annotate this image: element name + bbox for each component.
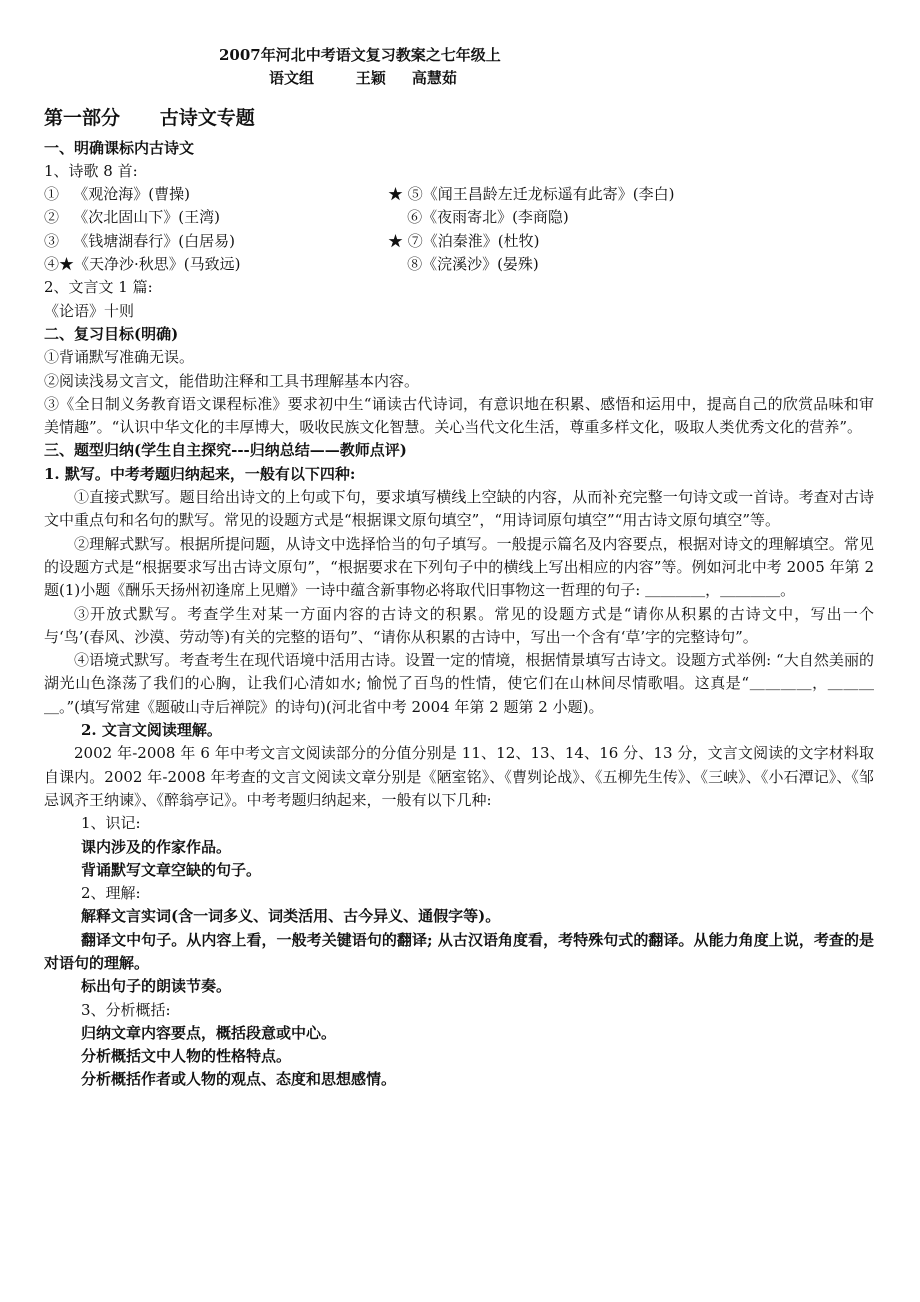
category-item: 分析概括文中人物的性格特点。	[81, 1047, 292, 1066]
poem-item: ① 《观沧海》(曹操)	[44, 185, 191, 204]
paragraph-open-dictation: ③开放式默写。考查学生对某一方面内容的古诗文的积累。常见的设题方式是“请你从积累的古诗文中，写出一个与‘鸟’(春风、沙漠、劳动等)有关的完整的语句”、“请你从积累的古诗中，写出一个含有‘草’字的完整诗句”。	[44, 604, 874, 646]
prose-item: 《论语》十则	[44, 301, 135, 320]
goal-item: ③《全日制义务教育语文课程标准》要求初中生“诵读古代诗词，有意识地在积累、感悟和运用中，提高自己的欣赏品味和审美情趣”。“认识中华文化的丰厚博大，吸收民族文化智慧。关心当代文化生活，尊重多样文化，吸取人类优秀文化的营养”。	[44, 394, 874, 437]
poem-item: ④★《天净沙·秋思》(马致远)	[44, 255, 241, 274]
section-heading-3: 三、题型归纳(学生自主探究---归纳总结——教师点评)	[44, 441, 407, 460]
subheading-dictation: 1. 默写。中考考题归纳起来，一般有以下四种:	[44, 464, 356, 483]
category-item: 背诵默写文章空缺的句子。	[81, 860, 262, 879]
goal-item: ①背诵默写准确无误。	[44, 348, 195, 367]
category-item: 标出句子的朗读节奏。	[81, 977, 232, 996]
poem-row	[44, 253, 874, 276]
category-item: 解释文言实词(含一词多义、词类活用、古今异义、通假字等)。	[81, 907, 501, 926]
document-page	[44, 44, 874, 1092]
subheading-classical-reading: 2. 文言文阅读理解。	[81, 721, 222, 740]
poem-row	[44, 230, 874, 253]
paragraph-context-dictation: ④语境式默写。考查考生在现代语境中活用古诗。设置一定的情境，根据情景填写古诗文。设题方式举例: “大自然美丽的湖光山色涤荡了我们的心胸，让我们心清如水; 愉悦了百鸟的性情，使它们在山林间尽情歌唱。这真是“＿＿＿＿，＿＿＿＿。”(填写常建《题破山寺后禅院》的诗句)(河北省中考 2004 年第 2 题第 2 小题)。	[44, 651, 874, 716]
poem-item: ⑥《夜雨寄北》(李商隐)	[388, 208, 569, 227]
category-item: 翻译文中句子。从内容上看，一般考关键语句的翻译; 从古汉语角度看，考特殊句式的翻译。从能力角度上说，考查的是对语句的理解。	[44, 930, 874, 972]
section-heading-2: 二、复习目标(明确)	[44, 324, 179, 343]
document-title: 2007年河北中考语文复习教案之七年级上	[219, 46, 501, 64]
document-authors: 语文组 王颖 高慧茹	[269, 69, 457, 88]
category-item: 归纳文章内容要点，概括段意或中心。	[81, 1023, 337, 1042]
section-heading-1: 一、明确课标内古诗文	[44, 138, 195, 157]
paragraph-direct-dictation: ①直接式默写。题目给出诗文的上句或下句，要求填写横线上空缺的内容，从而补充完整一句诗文或一首诗。考查对古诗文中重点句和名句的默写。常见的设题方式是“根据课文原句填空”，“用诗词原句填空”“用古诗文原句填空”等。	[44, 488, 874, 530]
poem-item: ★ ⑤《闻王昌龄左迁龙标遥有此寄》(李白)	[388, 185, 675, 204]
poem-row	[44, 206, 874, 229]
paragraph-classical-reading: 2002 年-2008 年 6 年中考文言文阅读部分的分值分别是 11、12、13、14、16 分、13 分，文言文阅读的文字材料取自课内。2002 年-2008 年考查的文言文阅读文章分别是《陋室铭》、《曹刿论战》、《五柳先生传》、《三峡》、《小石潭记》、《邹忌讽齐王纳谏》、《醉翁亭记》。中考考题归纳起来，一般有以下几种:	[44, 744, 874, 809]
category-label: 3、分析概括:	[81, 1000, 171, 1019]
poems-label: 1、诗歌 8 首:	[44, 161, 138, 180]
category-item: 课内涉及的作家作品。	[81, 837, 232, 856]
part-heading: 第一部分 古诗文专题	[44, 106, 255, 129]
category-item: 分析概括作者或人物的观点、态度和思想感情。	[81, 1070, 397, 1089]
category-label: 1、识记:	[81, 814, 141, 833]
paragraph-comprehension-dictation: ②理解式默写。根据所提问题，从诗文中选择恰当的句子填写。一般提示篇名及内容要点，根据对诗文的理解填空。常见的设题方式是“根据要求写出古诗文原句”，“根据要求在下列句子中的横线上写出相应的内容”等。例如河北中考 2005 年第 2 题(1)小题《酬乐天扬州初逢席上见赠》一诗中蕴含新事物必将取代旧事物这一哲理的句子: ＿＿＿＿，＿＿＿＿。	[44, 534, 874, 600]
prose-label: 2、文言文 1 篇:	[44, 278, 153, 297]
category-label: 2、理解:	[81, 884, 141, 903]
poem-item: ② 《次北固山下》(王湾)	[44, 208, 221, 227]
poem-row	[44, 183, 874, 206]
poem-item: ★ ⑦《泊秦淮》(杜牧)	[388, 231, 540, 250]
goal-item: ②阅读浅易文言文，能借助注释和工具书理解基本内容。	[44, 371, 420, 390]
poem-list	[44, 183, 874, 276]
poem-item: ⑧《浣溪沙》(晏殊)	[388, 255, 539, 274]
poem-item: ③ 《钱塘湖春行》(白居易)	[44, 231, 236, 250]
